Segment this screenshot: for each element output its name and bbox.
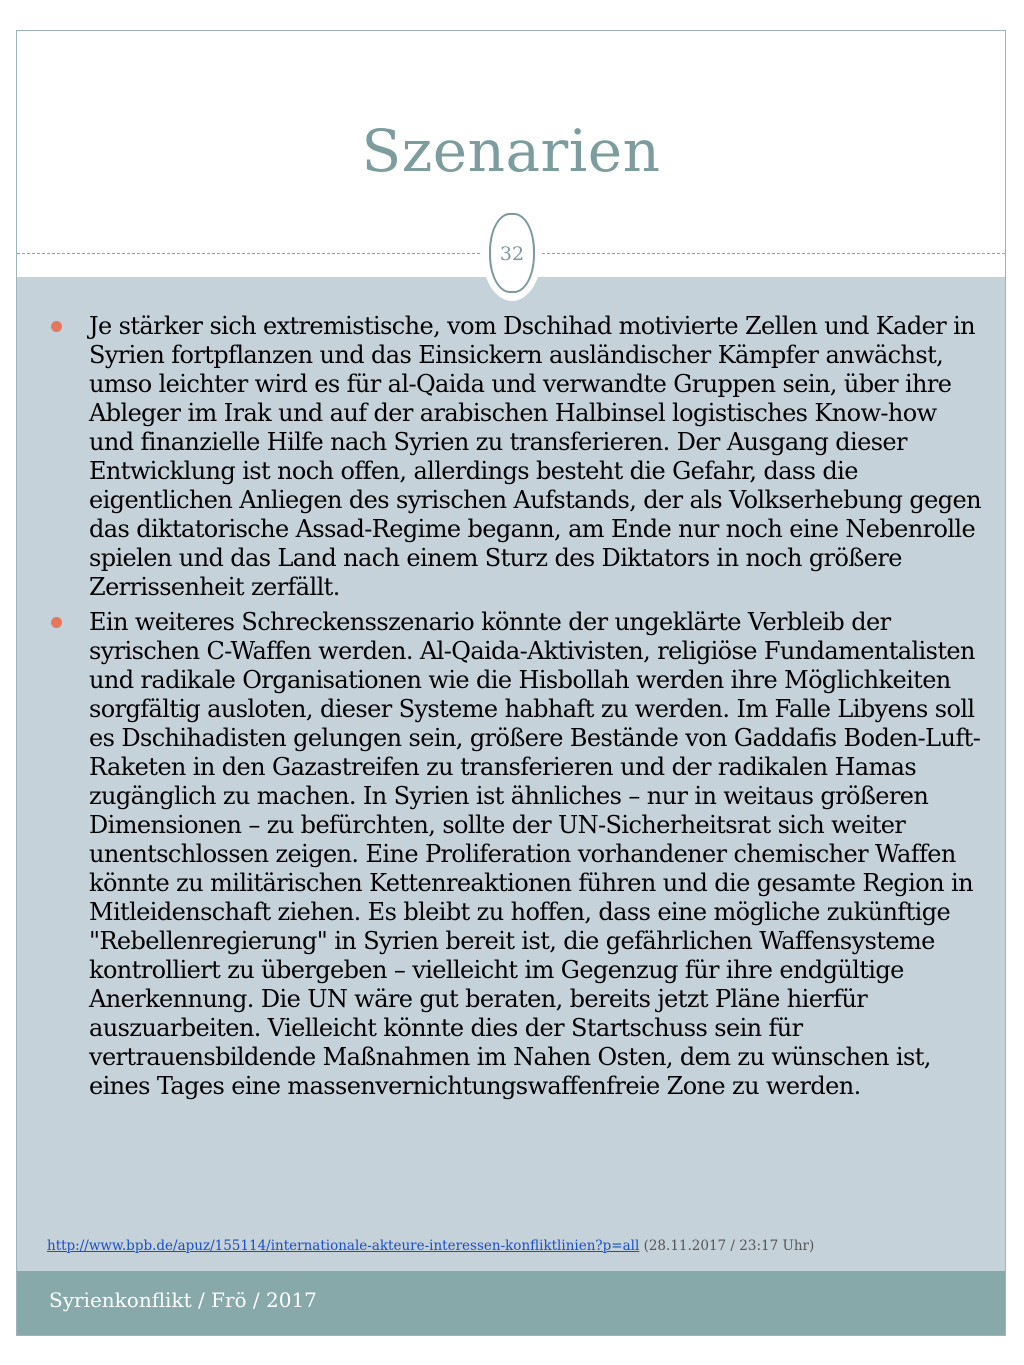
- bullet-dot-icon: [51, 617, 62, 628]
- slide: [16, 30, 1006, 1336]
- source-citation: [47, 1238, 814, 1254]
- slide-title: Szenarien: [361, 117, 661, 185]
- footer-bar: [17, 1271, 1005, 1336]
- source-link[interactable]: http://www.bpb.de/apuz/155114/internationale-akteure-interessen-konfliktlinien?p=all: [47, 1238, 640, 1254]
- bullet-text: Je stärker sich extremistische, vom Dschihad motivierte Zellen und Kader in Syrien fortpflanzen und das Einsickern ausländischer Kämpfer anwächst, umso leichter wird es für al-Qaida und verwandte Gruppen sein, über ihre Ableger im Irak und auf der arabischen Halbinsel logistisches Know-how und finanzielle Hilfe nach Syrien zu transferieren. Der Ausgang dieser Entwicklung ist noch offen, allerdings besteht die Gefahr, dass die eigentlichen Anliegen des syrischen Aufstands, der als Volkserhebung gegen das diktatorische Assad-Regime begann, am Ende nur noch eine Nebenrolle spielen und das Land nach einem Sturz des Diktators in noch größere Zerrissenheit zerfällt.: [89, 312, 981, 601]
- bullet-list: [51, 312, 981, 1107]
- bullet-item: [51, 312, 981, 602]
- source-date: (28.11.2017 / 23:17 Uhr): [643, 1238, 815, 1254]
- bullet-text: Ein weiteres Schreckensszenario könnte der ungeklärte Verbleib der syrischen C-Waffen werden. Al-Qaida-Aktivisten, religiöse Fundamentalisten und radikale Organisationen wie die Hisbollah werden ihre Möglichkeiten sorgfältig ausloten, dieser Systeme habhaft zu werden. Im Falle Libyens soll es Dschihadisten gelungen sein, größere Bestände von Gaddafis Boden-Luft-Raketen in den Gazastreifen zu transferieren und der radikalen Hamas zugänglich zu machen. In Syrien ist ähnliches – nur in weitaus größeren Dimensionen – zu befürchten, sollte der UN-Sicherheitsrat sich weiter unentschlossen zeigen. Eine Proliferation vorhandener chemischer Waffen könnte zu militärischen Kettenreaktionen führen und die gesamte Region in Mitleidenschaft ziehen. Es bleibt zu hoffen, dass eine mögliche zukünftige "Rebellenregierung" in Syrien bereit ist, die gefährlichen Waffensysteme kontrolliert zu übergeben – vielleicht im Gegenzug für ihre endgültige Anerkennung. Die UN wäre gut beraten, bereits jetzt Pläne hierfür auszuarbeiten. Vielleicht könnte dies der Startschuss sein für vertrauensbildende Maßnahmen im Nahen Osten, dem zu wünschen ist, eines Tages eine massenvernichtungswaffenfreie Zone zu werden.: [89, 608, 981, 1100]
- page-number-badge: [482, 205, 542, 301]
- bullet-dot-icon: [51, 321, 62, 332]
- bullet-item: [51, 608, 981, 1101]
- page-number: 32: [499, 243, 525, 265]
- footer-text: Syrienkonflikt / Frö / 2017: [49, 1288, 317, 1312]
